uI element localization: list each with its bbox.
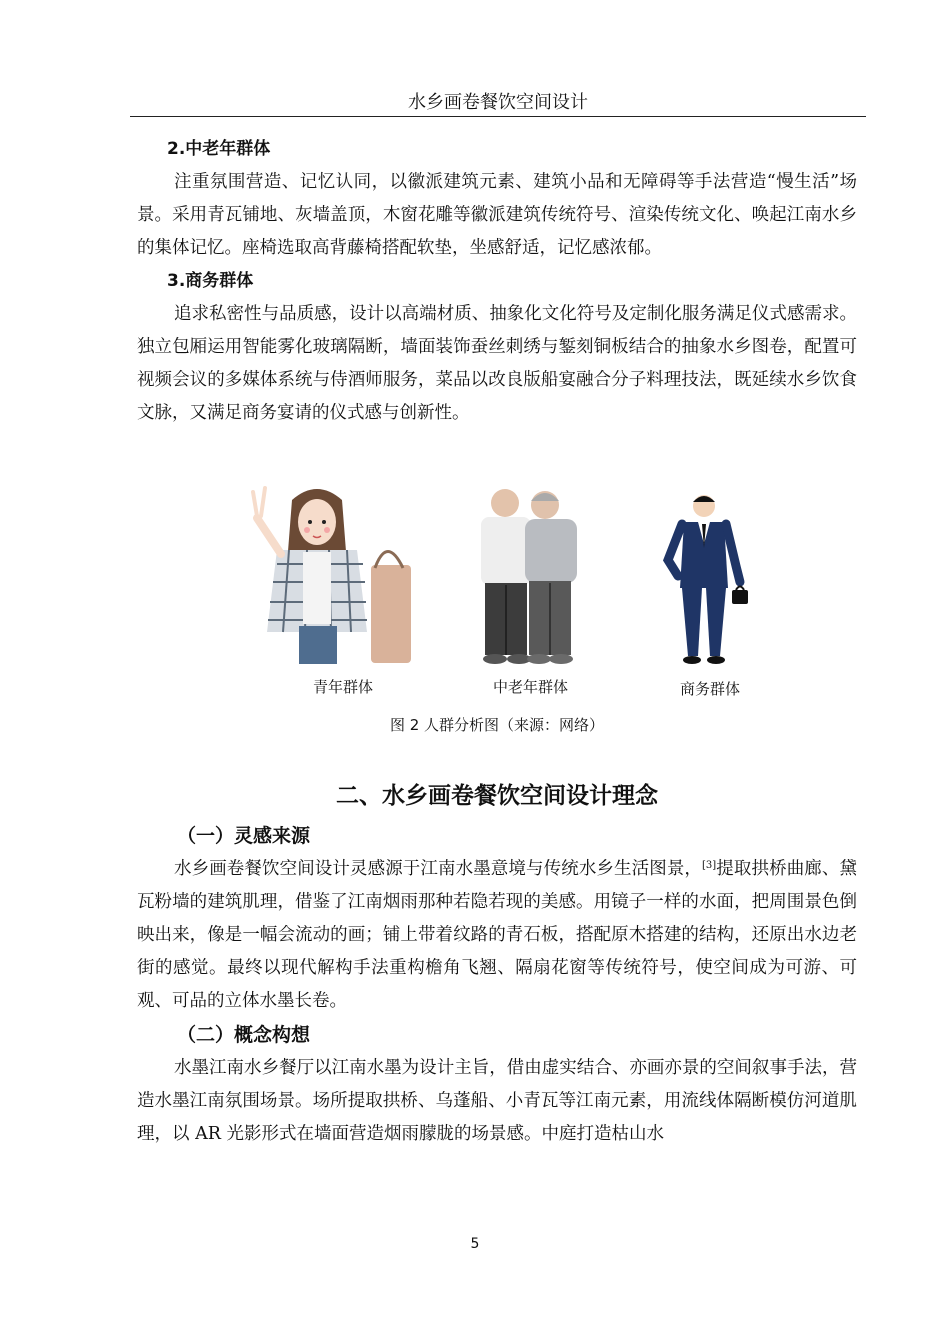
subheading-business: 3.商务群体 [167, 271, 254, 291]
crowd-analysis-figure [137, 430, 857, 775]
figure-caption: 图 2 人群分析图（来源：网络） [389, 716, 605, 734]
paragraph-concept: 水墨江南水乡餐厅以江南水墨为设计主旨，借由虚实结合、亦画亦景的空间叙事手法，营造水墨江南氛围场景。场所提取拱桥、乌蓬船、小青瓦等江南元素，用流线体隔断模仿河道肌理，以 AR 光影形式在墙面营造烟雨朦胧的场景感。中庭打造枯山水 [137, 1058, 857, 1144]
citation-reference: [3] [702, 860, 717, 871]
page-content [137, 133, 857, 1151]
paragraph-business: 追求私密性与品质感，设计以高端材质、抽象化文化符号及定制化服务满足仪式感需求。 独立包厢运用智能雾化玻璃隔断，墙面装饰蚕丝刺绣与錾刻铜板结合的抽象水乡图卷，配置可视频会议的多媒体系统与侍酒师服务，菜品以改良版船宴融合分子料理技法，既延续水乡饮食文脉，又满足商务宴请的仪式感与创新性。 [137, 304, 857, 423]
elderly-couple-illustration [467, 485, 617, 670]
inspiration-text-before-ref: 水乡画卷餐饮空间设计灵感源于江南水墨意境与传统水乡生活图景， [174, 859, 703, 879]
subheading-middle-aged: 2.中老年群体 [167, 139, 271, 159]
young-woman-illustration [237, 480, 415, 665]
header-rule [130, 116, 866, 117]
label-young-group: 青年群体 [313, 678, 374, 696]
paragraph-inspiration [137, 853, 857, 1018]
paragraph-middle-aged: 注重氛围营造、记忆认同，以徽派建筑元素、建筑小品和无障碍等手法营造“慢生活”场景。采用青瓦铺地、灰墙盖顶，木窗花雕等徽派建筑传统符号、渲染传统文化、唤起江南水乡的集体记忆。座椅选取高背藤椅搭配软垫，坐感舒适，记忆感浓郁。 [137, 172, 857, 258]
label-business-group: 商务群体 [680, 680, 741, 698]
label-middle-aged-group: 中老年群体 [493, 678, 569, 696]
heading-concept: （二）概念构想 [177, 1024, 311, 1046]
chapter-title: 二、水乡画卷餐饮空间设计理念 [336, 783, 658, 809]
businessman-illustration [662, 490, 752, 670]
inspiration-text-after-ref: 提取拱桥曲廊、黛瓦粉墙的建筑肌理，借鉴了江南烟雨那种若隐若现的美感。用镜子一样的水面，把周围景色倒映出来，像是一幅会流动的画；铺上带着纹路的青石板，搭配原木搭建的结构，还原出水边老街的感觉。最终以现代解构手法重构檐角飞翘、隔扇花窗等传统符号，使空间成为可游、可观、可品的立体水墨长卷。 [137, 859, 858, 1011]
page-number: 5 [470, 1236, 480, 1252]
page-header: 水乡画卷餐饮空间设计 [408, 92, 588, 113]
heading-inspiration: （一）灵感来源 [177, 825, 311, 847]
